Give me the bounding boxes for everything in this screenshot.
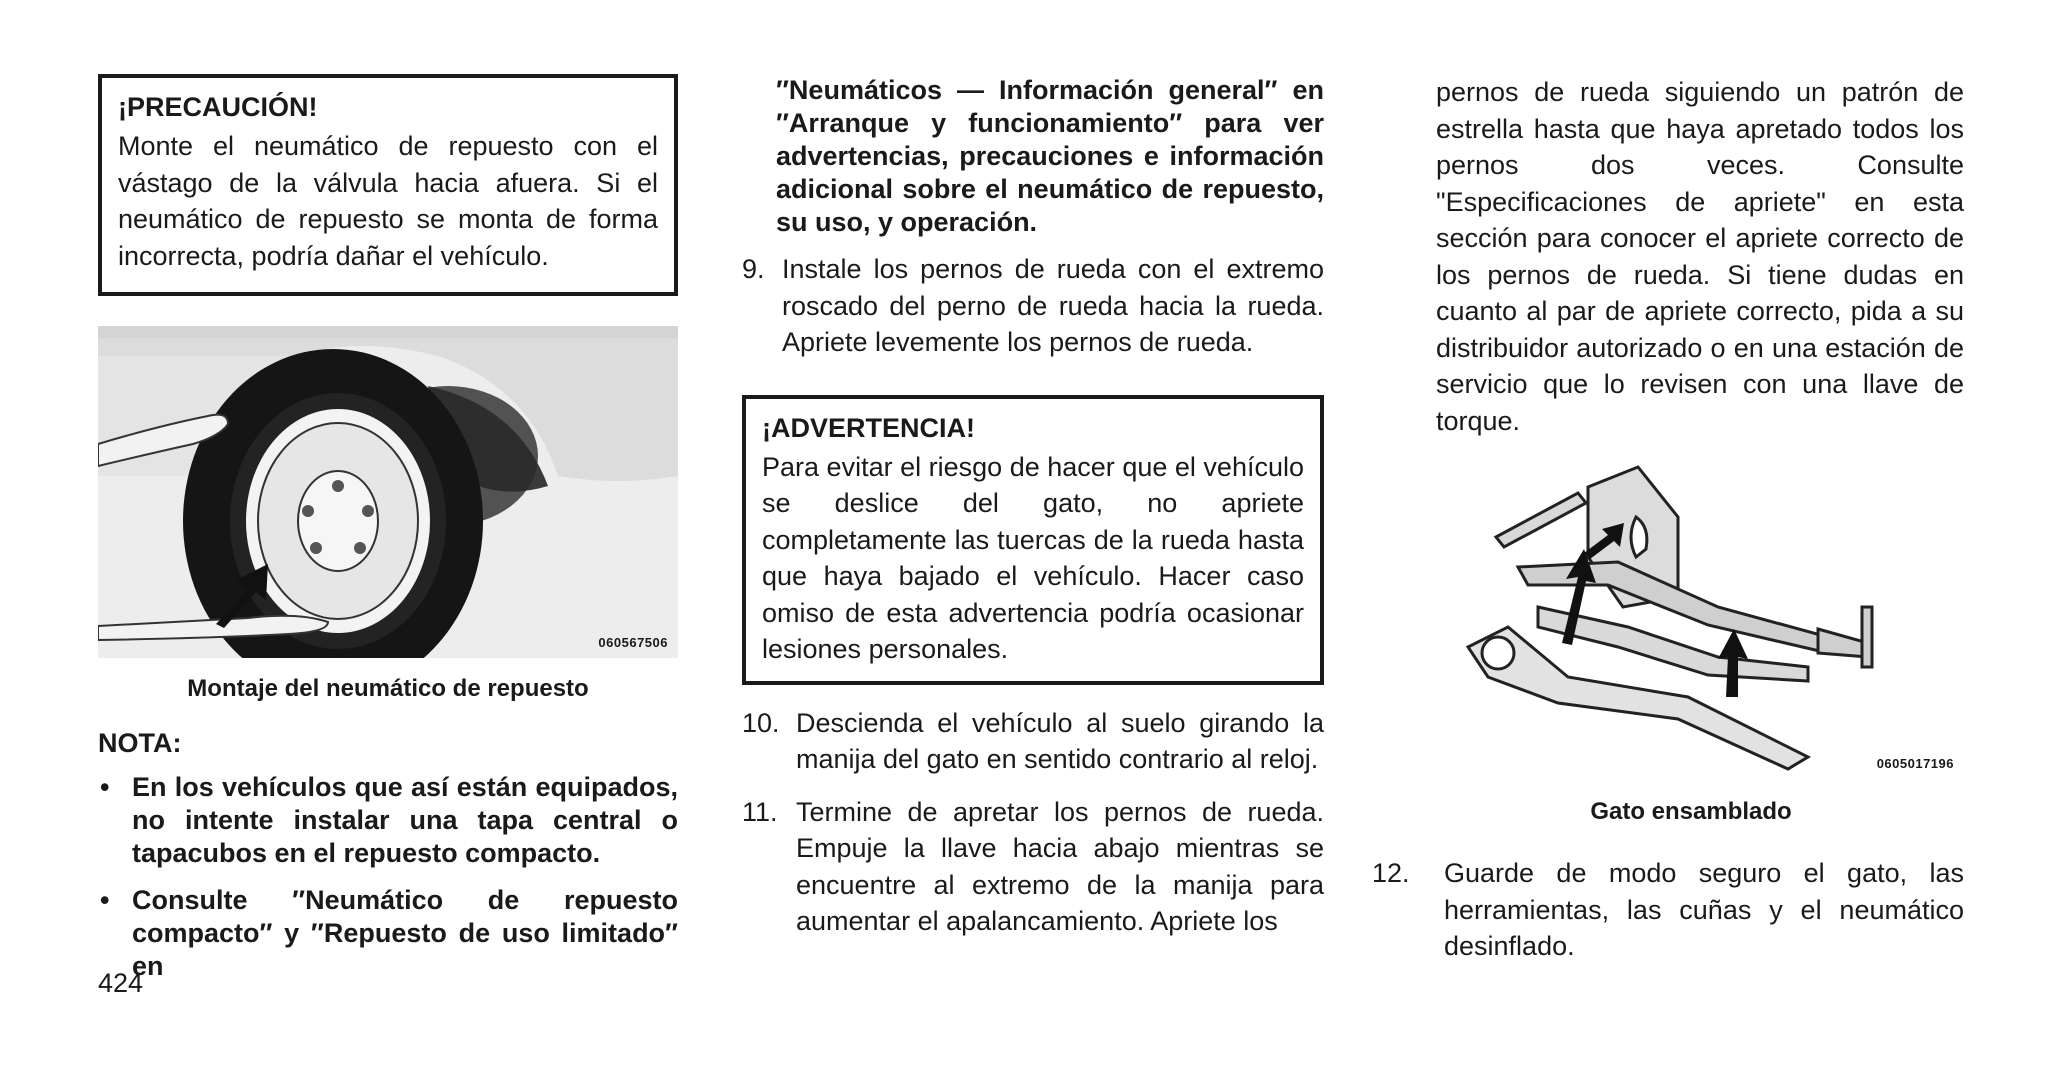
jack-figure (1388, 457, 1964, 779)
caution-text: Monte el neumático de repuesto con el vástago de la válvula hacia afuera. Si el neumático de repuesto se monta de forma incorrecta, podría dañar el vehículo. (118, 131, 658, 271)
step-number: 9. (742, 254, 765, 284)
list-item-text: Consulte ″Neumático de repuesto compacto″ y ″Repuesto de uso limitado″ en (132, 885, 678, 981)
warning-text: Para evitar el riesgo de hacer que el vehículo se deslice del gato, no apriete completamente las tuercas de la rueda hasta que haya bajado el vehículo. Hacer caso omiso de esta advertencia podría ocasionar lesiones personales. (762, 451, 1304, 664)
caution-box (98, 74, 678, 296)
step-9 (742, 251, 1324, 361)
figure-caption: Gato ensamblado (1590, 798, 1792, 825)
continued-text: pernos de rueda siguiendo un patrón de estrella hasta que haya apretado todos los pernos dos veces. Consulte "Especificaciones de apriete" en esta sección para conocer el apriete correcto de los pernos de rueda. Si tiene dudas en cuanto al par de apriete correcto, pida a su distribuidor autorizado o en una estación de servicio que lo revisen con una llave de torque. (1436, 77, 1964, 436)
step-text: Guarde de modo seguro el gato, las herramientas, las cuñas y el neumático desinflado. (1444, 858, 1964, 961)
step-number: 11. (742, 796, 778, 827)
warning-box (742, 395, 1324, 685)
left-column (98, 74, 678, 997)
step-12 (1372, 855, 1964, 965)
list-item-text: En los vehículos que así están equipados, no intente instalar una tapa central o tapacubos en el repuesto compacto. (132, 772, 678, 868)
spare-tire-illustration (98, 326, 678, 658)
step-text: Termine de apretar los pernos de rueda. Empuje la llave hacia abajo mientras se encuentre al extremo de la manija para aumentar el apalancamiento. Apriete los (796, 796, 1324, 936)
caution-title: ¡PRECAUCIÓN! (118, 92, 318, 122)
step-text: Descienda el vehículo al suelo girando la manija del gato en sentido contrario al reloj. (796, 707, 1324, 774)
step-text: Instale los pernos de rueda con el extremo roscado del perno de rueda hacia la rueda. Apriete levemente los pernos de rueda. (782, 254, 1324, 357)
spare-tire-figure (98, 326, 678, 658)
middle-column (742, 74, 1324, 956)
list-item: • Consulte ″Neumático de repuesto compacto″ y ″Repuesto de uso limitado″ en (100, 885, 678, 981)
figure-code: 060567506 (598, 635, 668, 650)
step-number: 12. (1372, 858, 1410, 888)
right-column (1372, 74, 1964, 981)
nota-title: NOTA: (98, 728, 182, 758)
figure-code: 0605017196 (1876, 756, 1954, 771)
list-item: • En los vehículos que así están equipados, no intente instalar una tapa central o tapacubos en el repuesto compacto. (100, 772, 678, 868)
step-number: 10. (742, 707, 780, 738)
warning-title: ¡ADVERTENCIA! (762, 412, 975, 443)
intro-bold-text: ″Neumáticos — Información general″ en ″Arranque y funcionamiento″ para ver advertencias, precauciones e información adicional sobre el neumático de repuesto, su uso, y operación. (776, 75, 1324, 237)
page-number: 424 (98, 968, 144, 998)
jack-illustration (1388, 457, 1964, 779)
step-11 (742, 794, 1324, 940)
step-10 (742, 705, 1324, 778)
nota-list (98, 771, 678, 983)
figure-caption: Montaje del neumático de repuesto (187, 675, 589, 702)
